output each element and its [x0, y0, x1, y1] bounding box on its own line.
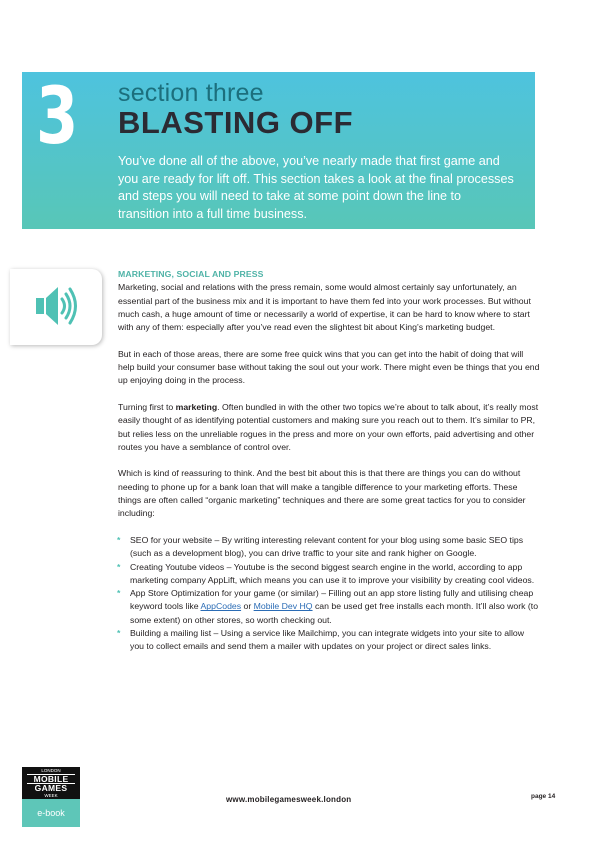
paragraph-marketing-post: . Often bundled in with the other two topics we’re about to talk about, it’s really most easily thought of as identifying potential customers and making sure you reach out to them. It’s similar to PR, but relies less on the unreliable rogues in the press and more on your own efforts, paid advertising and other routes you have a semblance of control over.	[118, 401, 539, 452]
speaker-tab	[10, 269, 102, 345]
paragraph-intro: Marketing, social and relations with the press remain, some would almost certainly say unfortunately, an essential part of the business mix and it is important to have them fed into your work processes. But without much cash, a huge amount of time or necessarily a world of expertise, it can be hard to know where to start with any of them: especially after you’ve read even the slightest bit about King’s marketing budget.	[118, 282, 531, 333]
tactic-seo: * SEO for your website – By writing interesting relevant content for your blog using some basic SEO tips (such as a development blog), you can drive traffic to your site and rank higher on Google.	[118, 534, 540, 561]
logo-line-mobile: MOBILE	[27, 774, 75, 784]
tactic-aso	[118, 587, 540, 627]
marketing-bold: marketing	[175, 401, 218, 412]
paragraph-marketing	[118, 401, 540, 454]
section-number: 3	[36, 72, 79, 162]
tactic-mailing-list: * Building a mailing list – Using a service like Mailchimp, you can integrate widgets into your site to allow you to collect emails and send them a mailer with updates on your project or direct sales links.	[118, 627, 540, 654]
section-title: BLASTING OFF	[118, 105, 354, 140]
logo	[22, 767, 80, 799]
tactic-aso-post: can be used get free installs each month. It’ll also work (to some extent) on other stores, so worth checking out.	[130, 601, 539, 625]
tactic-youtube: * Creating Youtube videos – Youtube is the second biggest search engine in the world, according to app marketing company AppLift, which means you can use it to improve your visibility by creating cool videos.	[118, 561, 540, 588]
logo-bottom-text: WEEK	[44, 793, 58, 798]
appcodes-link[interactable]: AppCodes	[200, 601, 242, 612]
tactic-aso-pre: App Store Optimization for your game (or similar) – Filling out an app store listing fully and utilising cheap keyword tools like	[130, 588, 534, 612]
section-subtitle: section three	[118, 79, 264, 107]
footer-url[interactable]: www.mobilegamesweek.london	[226, 795, 352, 804]
logo-line-games: GAMES	[34, 783, 68, 793]
paragraph-marketing-pre: Turning first to	[118, 401, 176, 412]
logo-top-text: LONDON	[41, 768, 61, 773]
page-number: page 14	[531, 793, 556, 800]
tactics-list	[118, 534, 540, 654]
tactic-aso-mid: or	[241, 601, 254, 612]
mobile-dev-hq-link[interactable]: Mobile Dev HQ	[253, 601, 313, 612]
section-intro: You’ve done all of the above, you’ve nearly made that first game and you are ready for lift off. This section takes a look at the final processes and steps you will need to take at some point down the line to transition into a full time business.	[118, 154, 514, 221]
section-banner	[22, 72, 535, 229]
article-body	[118, 268, 540, 654]
speaker-icon	[36, 283, 80, 329]
paragraph-quick-wins: But in each of those areas, there are some free quick wins that you can get into the habit of doing that will help build your consumer base without taking the soul out your work. There might even be things that you end up enjoying doing in the process.	[118, 348, 540, 386]
ebook-label: e-book	[22, 799, 80, 827]
article-heading: MARKETING, SOCIAL AND PRESS	[118, 269, 264, 279]
paragraph-organic: Which is kind of reassuring to think. And the best bit about this is that there are things you can do without needing to phone up for a bank loan that will make a tangible difference to your marketing efforts. These things are often called “organic marketing” techniques and there are some great tactics for you to consider including:	[118, 468, 526, 519]
